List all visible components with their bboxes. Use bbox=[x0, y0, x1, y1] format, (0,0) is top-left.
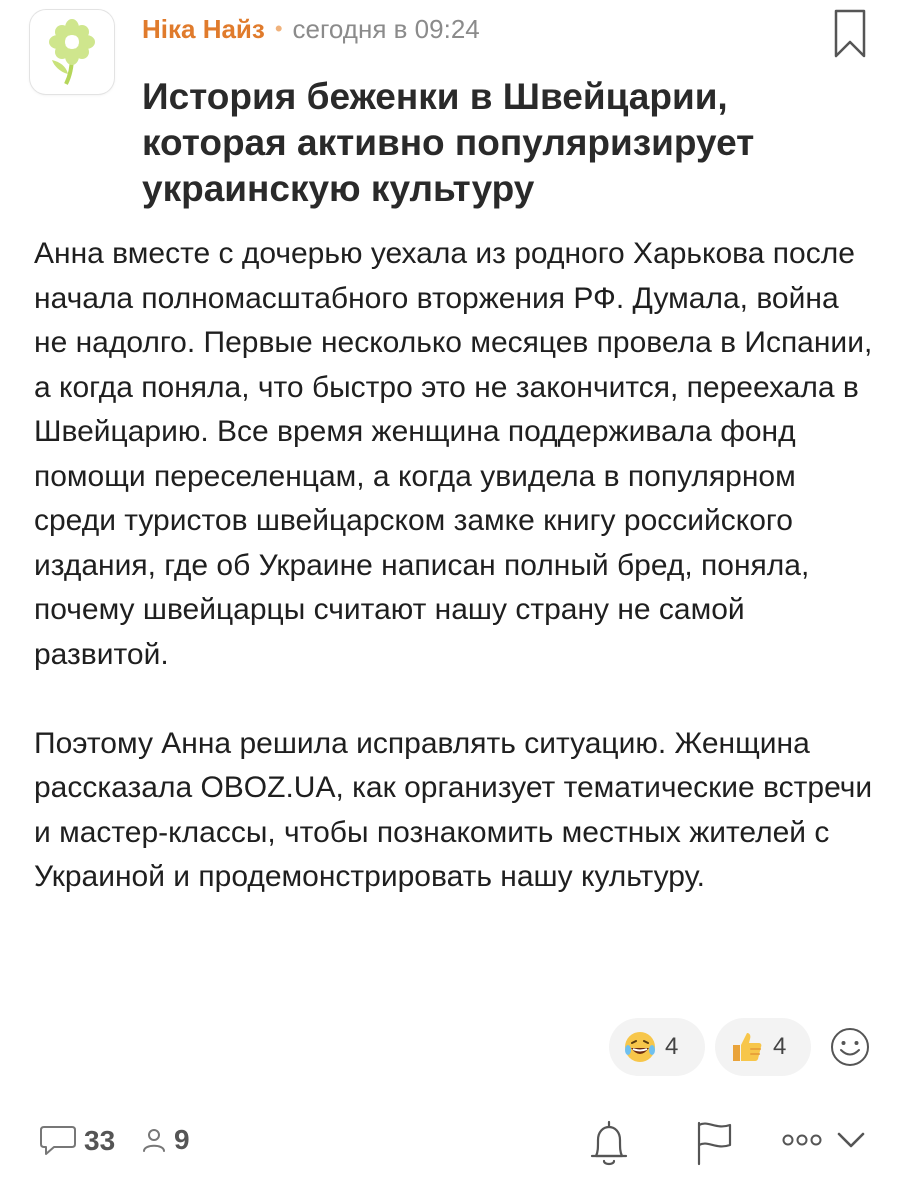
chevron-down-icon bbox=[836, 1130, 866, 1150]
meta-separator: • bbox=[274, 16, 283, 41]
comment-icon bbox=[38, 1124, 78, 1158]
bell-icon bbox=[588, 1118, 630, 1170]
post-meta bbox=[142, 12, 480, 46]
bookmark-icon bbox=[833, 8, 867, 60]
participants-count: 9 bbox=[174, 1124, 190, 1155]
flower-logo-icon bbox=[42, 16, 102, 88]
subscribe-button[interactable] bbox=[588, 1118, 630, 1175]
post-title[interactable]: История беженки в Швейцарии, которая активно популяризирует украинскую культуру bbox=[142, 76, 755, 209]
reactions-bar bbox=[609, 1018, 879, 1076]
post-time: сегодня в 09:24 bbox=[292, 13, 480, 44]
reaction-count: 4 bbox=[773, 1033, 787, 1060]
post-body bbox=[34, 232, 879, 944]
reaction-thumbs-up[interactable] bbox=[715, 1018, 811, 1076]
bookmark-button[interactable] bbox=[833, 8, 867, 65]
participants-button[interactable] bbox=[140, 1124, 190, 1156]
more-button[interactable] bbox=[780, 1128, 824, 1157]
report-button[interactable] bbox=[694, 1120, 734, 1171]
author-avatar[interactable] bbox=[30, 10, 114, 94]
collapse-button[interactable] bbox=[836, 1130, 866, 1155]
user-icon bbox=[140, 1125, 168, 1155]
laughing-emoji-icon bbox=[623, 1030, 657, 1064]
author-name[interactable]: Ніка Найз bbox=[142, 13, 265, 44]
post-footer bbox=[0, 1114, 907, 1174]
post-paragraph: Поэтому Анна решила исправлять ситуацию. Женщина рассказала OBOZ.UA, как организует тематические встречи и мастер-классы, чтобы познакомить местных жителей с Украиной и продемонстрировать нашу культуру. bbox=[34, 726, 873, 893]
post-paragraph: Анна вместе с дочерью уехала из родного Харькова после начала полномасштабного вторжения РФ. Думала, война не надолго. Первые несколько месяцев провела в Испании, а когда поняла, что быстро это не закончится, переехала в Швейцарию. Все время женщина поддерживала фонд помощи переселенцам, а когда увидела в популярном среди туристов швейцарском замке книгу российского издания, где об Украине написан полный бред, поняла, почему швейцарцы считают нашу страну не самой развитой. bbox=[34, 237, 873, 671]
comments-count: 33 bbox=[84, 1125, 116, 1156]
smiley-icon bbox=[828, 1025, 872, 1069]
reaction-laughing[interactable] bbox=[609, 1018, 705, 1076]
reaction-count: 4 bbox=[665, 1033, 679, 1060]
thumbs-up-emoji-icon bbox=[729, 1029, 765, 1065]
flag-icon bbox=[694, 1120, 734, 1166]
more-dots-icon bbox=[780, 1128, 824, 1152]
add-reaction-button[interactable] bbox=[821, 1018, 879, 1076]
comments-button[interactable] bbox=[38, 1124, 115, 1158]
